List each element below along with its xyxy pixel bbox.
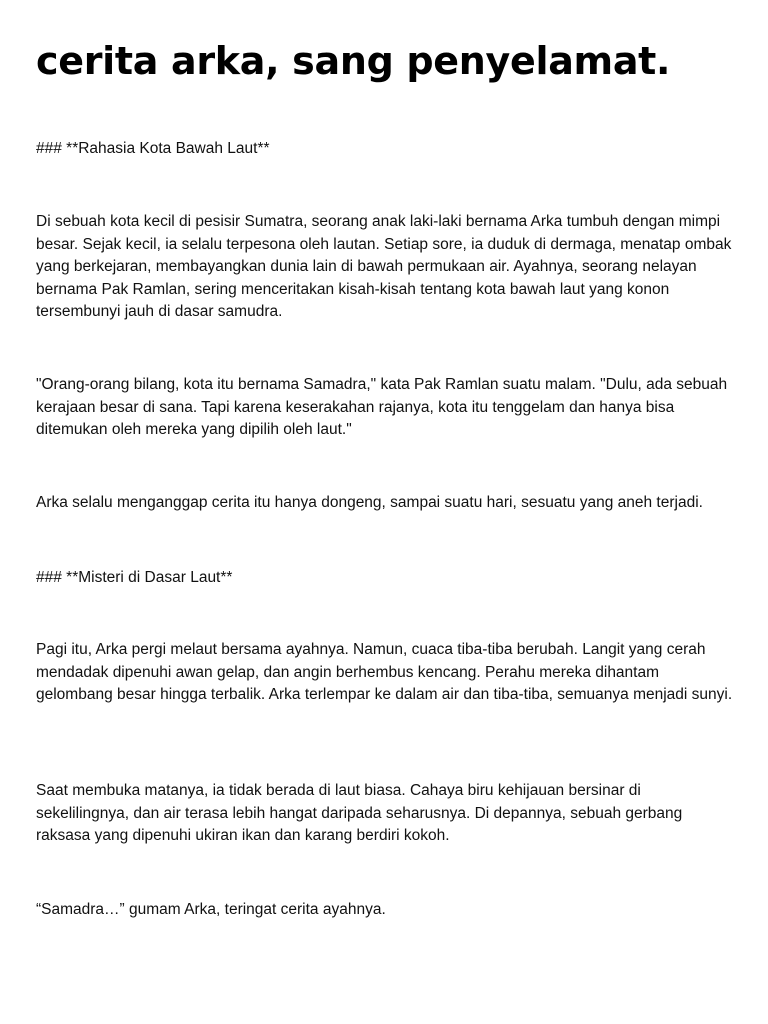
document-title: cerita arka, sang penyelamat.: [36, 39, 671, 83]
paragraph-gumam: “Samadra…” gumam Arka, teringat cerita ayahnya.: [36, 901, 386, 918]
section-heading-misteri: ### **Misteri di Dasar Laut**: [36, 569, 233, 586]
paragraph-intro: Di sebuah kota kecil di pesisir Sumatra, seorang anak laki-laki bernama Arka tumbuh dengan mimpi besar. Sejak kecil, ia selalu terpesona oleh lautan. Setiap sore, ia duduk di dermaga, menatap ombak yang berkejaran, membayangkan dunia lain di bawah permukaan air. Ayahnya, seorang nelayan bernama Pak Ramlan, sering menceritakan kisah-kisah tentang kota bawah laut yang konon tersembunyi jauh di dasar samudra.: [36, 213, 732, 320]
paragraph-gerbang: Saat membuka matanya, ia tidak berada di laut biasa. Cahaya biru kehijauan bersinar di sekelilingnya, dan air terasa lebih hangat daripada seharusnya. Di depannya, sebuah gerbang raksasa yang dipenuhi ukiran ikan dan karang berdiri kokoh.: [36, 782, 683, 844]
paragraph-samadra-quote: "Orang-orang bilang, kota itu bernama Samadra," kata Pak Ramlan suatu malam. "Dulu, ada sebuah kerajaan besar di sana. Tapi karena keserakahan rajanya, kota itu tenggelam dan hanya bisa ditemukan oleh mereka yang dipilih oleh laut.": [36, 376, 728, 438]
paragraph-melaut: Pagi itu, Arka pergi melaut bersama ayahnya. Namun, cuaca tiba-tiba berubah. Langit yang cerah mendadak dipenuhi awan gelap, dan angin berhembus kencang. Perahu mereka dihantam gelombang besar hingga terbalik. Arka terlempar ke dalam air dan tiba-tiba, semuanya menjadi sunyi.: [36, 641, 733, 703]
paragraph-dongeng: Arka selalu menganggap cerita itu hanya dongeng, sampai suatu hari, sesuatu yang aneh terjadi.: [36, 494, 703, 511]
section-heading-rahasia: ### **Rahasia Kota Bawah Laut**: [36, 140, 270, 157]
